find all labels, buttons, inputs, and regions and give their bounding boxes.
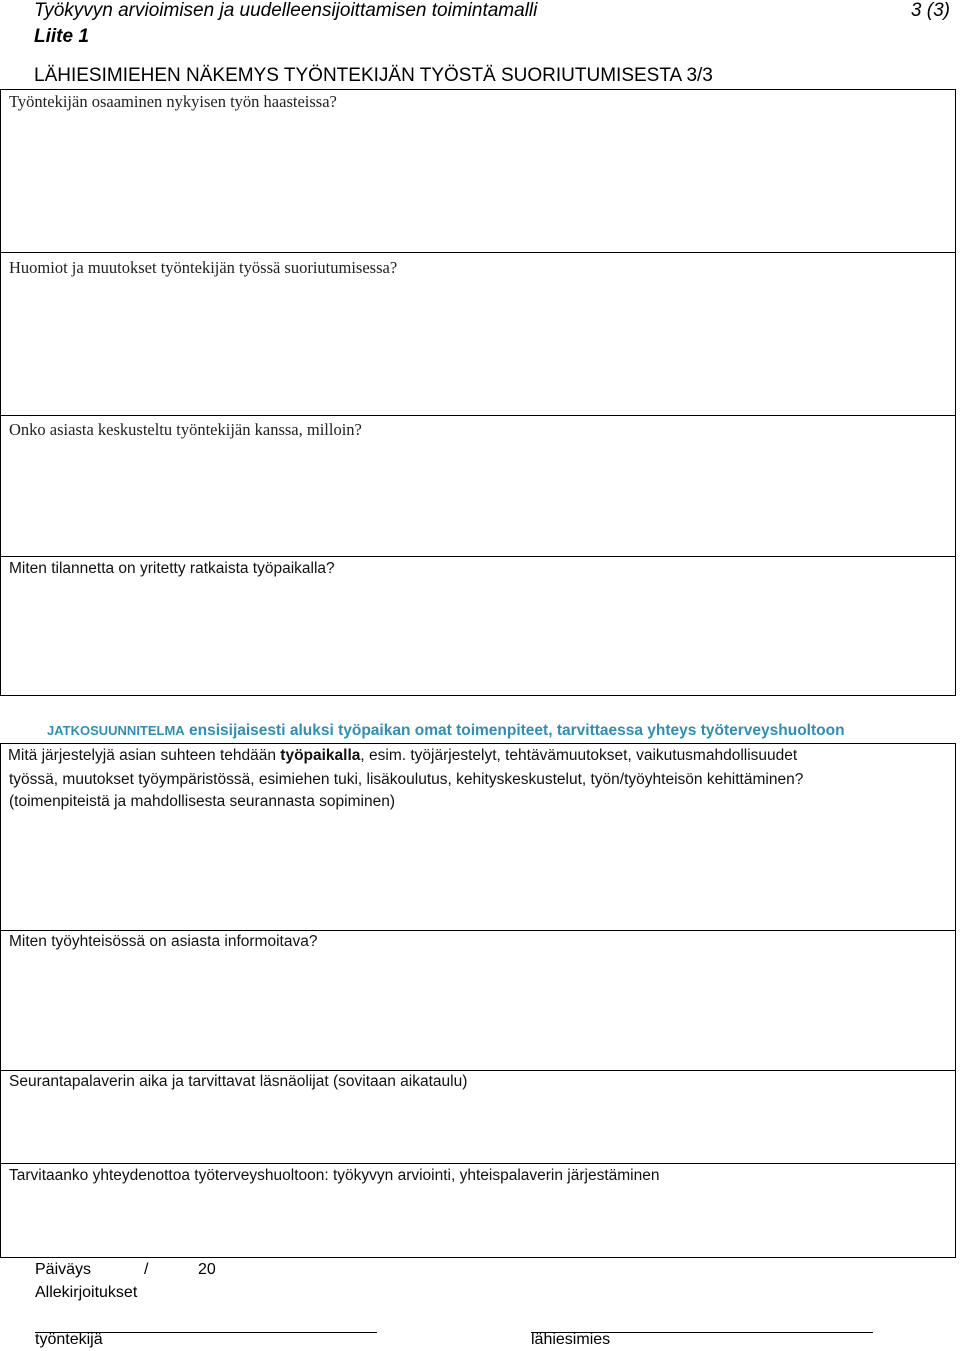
date-slash: /: [144, 1261, 149, 1278]
plan-heading: [47, 722, 845, 740]
signatures-label: Allekirjoitukset: [35, 1284, 138, 1301]
plan-line1-text-a: Mitä järjestelyjä asian suhteen tehdään: [8, 747, 281, 764]
supervisor-label: lähiesimies: [531, 1331, 611, 1348]
plan-line1-bold: työpaikalla: [280, 747, 361, 764]
answer-box-followup[interactable]: [0, 1070, 956, 1164]
date-year: 20: [198, 1261, 216, 1278]
question-solutions: Miten tilannetta on yritetty ratkaista työpaikalla?: [9, 560, 335, 577]
plan-line1-text-b: , esim. työjärjestelyt, tehtävämuutokset, vaikutusmahdollisuudet: [360, 747, 798, 764]
answer-box-skills[interactable]: [0, 89, 956, 253]
plan-question-line-2: työssä, muutokset työympäristössä, esimiehen tuki, lisäkoulutus, kehityskeskustelut, työn/työyhteisön kehittäminen?: [9, 771, 804, 788]
question-followup: Seurantapalaverin aika ja tarvittavat läsnäolijat (sovitaan aikataulu): [9, 1073, 468, 1090]
plan-question-line-3: (toimenpiteistä ja mahdollisesta seurannasta sopiminen): [9, 793, 395, 810]
plan-heading-rest: ensisijaisesti aluksi työpaikan omat toimenpiteet, tarvittaessa yhteys työterveyshuoltoon: [184, 722, 845, 739]
question-observations: Huomiot ja muutokset työntekijän työssä suoriutumisessa?: [9, 258, 398, 277]
answer-box-inform[interactable]: [0, 930, 956, 1071]
question-discussed: Onko asiasta keskusteltu työntekijän kanssa, milloin?: [9, 420, 362, 439]
form-title: LÄHIESIMIEHEN NÄKEMYS TYÖNTEKIJÄN TYÖSTÄ SUORIUTUMISESTA 3/3: [34, 65, 713, 86]
question-skills: Työntekijän osaaminen nykyisen työn haasteissa?: [9, 92, 337, 111]
page-number: 3 (3): [910, 0, 950, 21]
answer-box-arrangements[interactable]: [0, 743, 956, 931]
document-title: Työkyvyn arvioimisen ja uudelleensijoittamisen toimintamalli: [34, 0, 538, 21]
answer-box-health[interactable]: [0, 1163, 956, 1258]
question-inform: Miten työyhteisössä on asiasta informoitava?: [9, 933, 318, 950]
appendix-label: Liite 1: [34, 26, 89, 47]
plan-heading-keyword: JATKOSUUNNITELMA: [47, 723, 185, 738]
employee-label: työntekijä: [35, 1331, 103, 1348]
date-label: Päiväys: [35, 1261, 92, 1278]
answer-box-observations[interactable]: [0, 252, 956, 416]
answer-box-solutions[interactable]: [0, 556, 956, 696]
question-health: Tarvitaanko yhteydenottoa työterveyshuoltoon: työkyvyn arviointi, yhteispalaverin järjestäminen: [9, 1167, 660, 1184]
answer-box-discussed[interactable]: [0, 415, 956, 557]
